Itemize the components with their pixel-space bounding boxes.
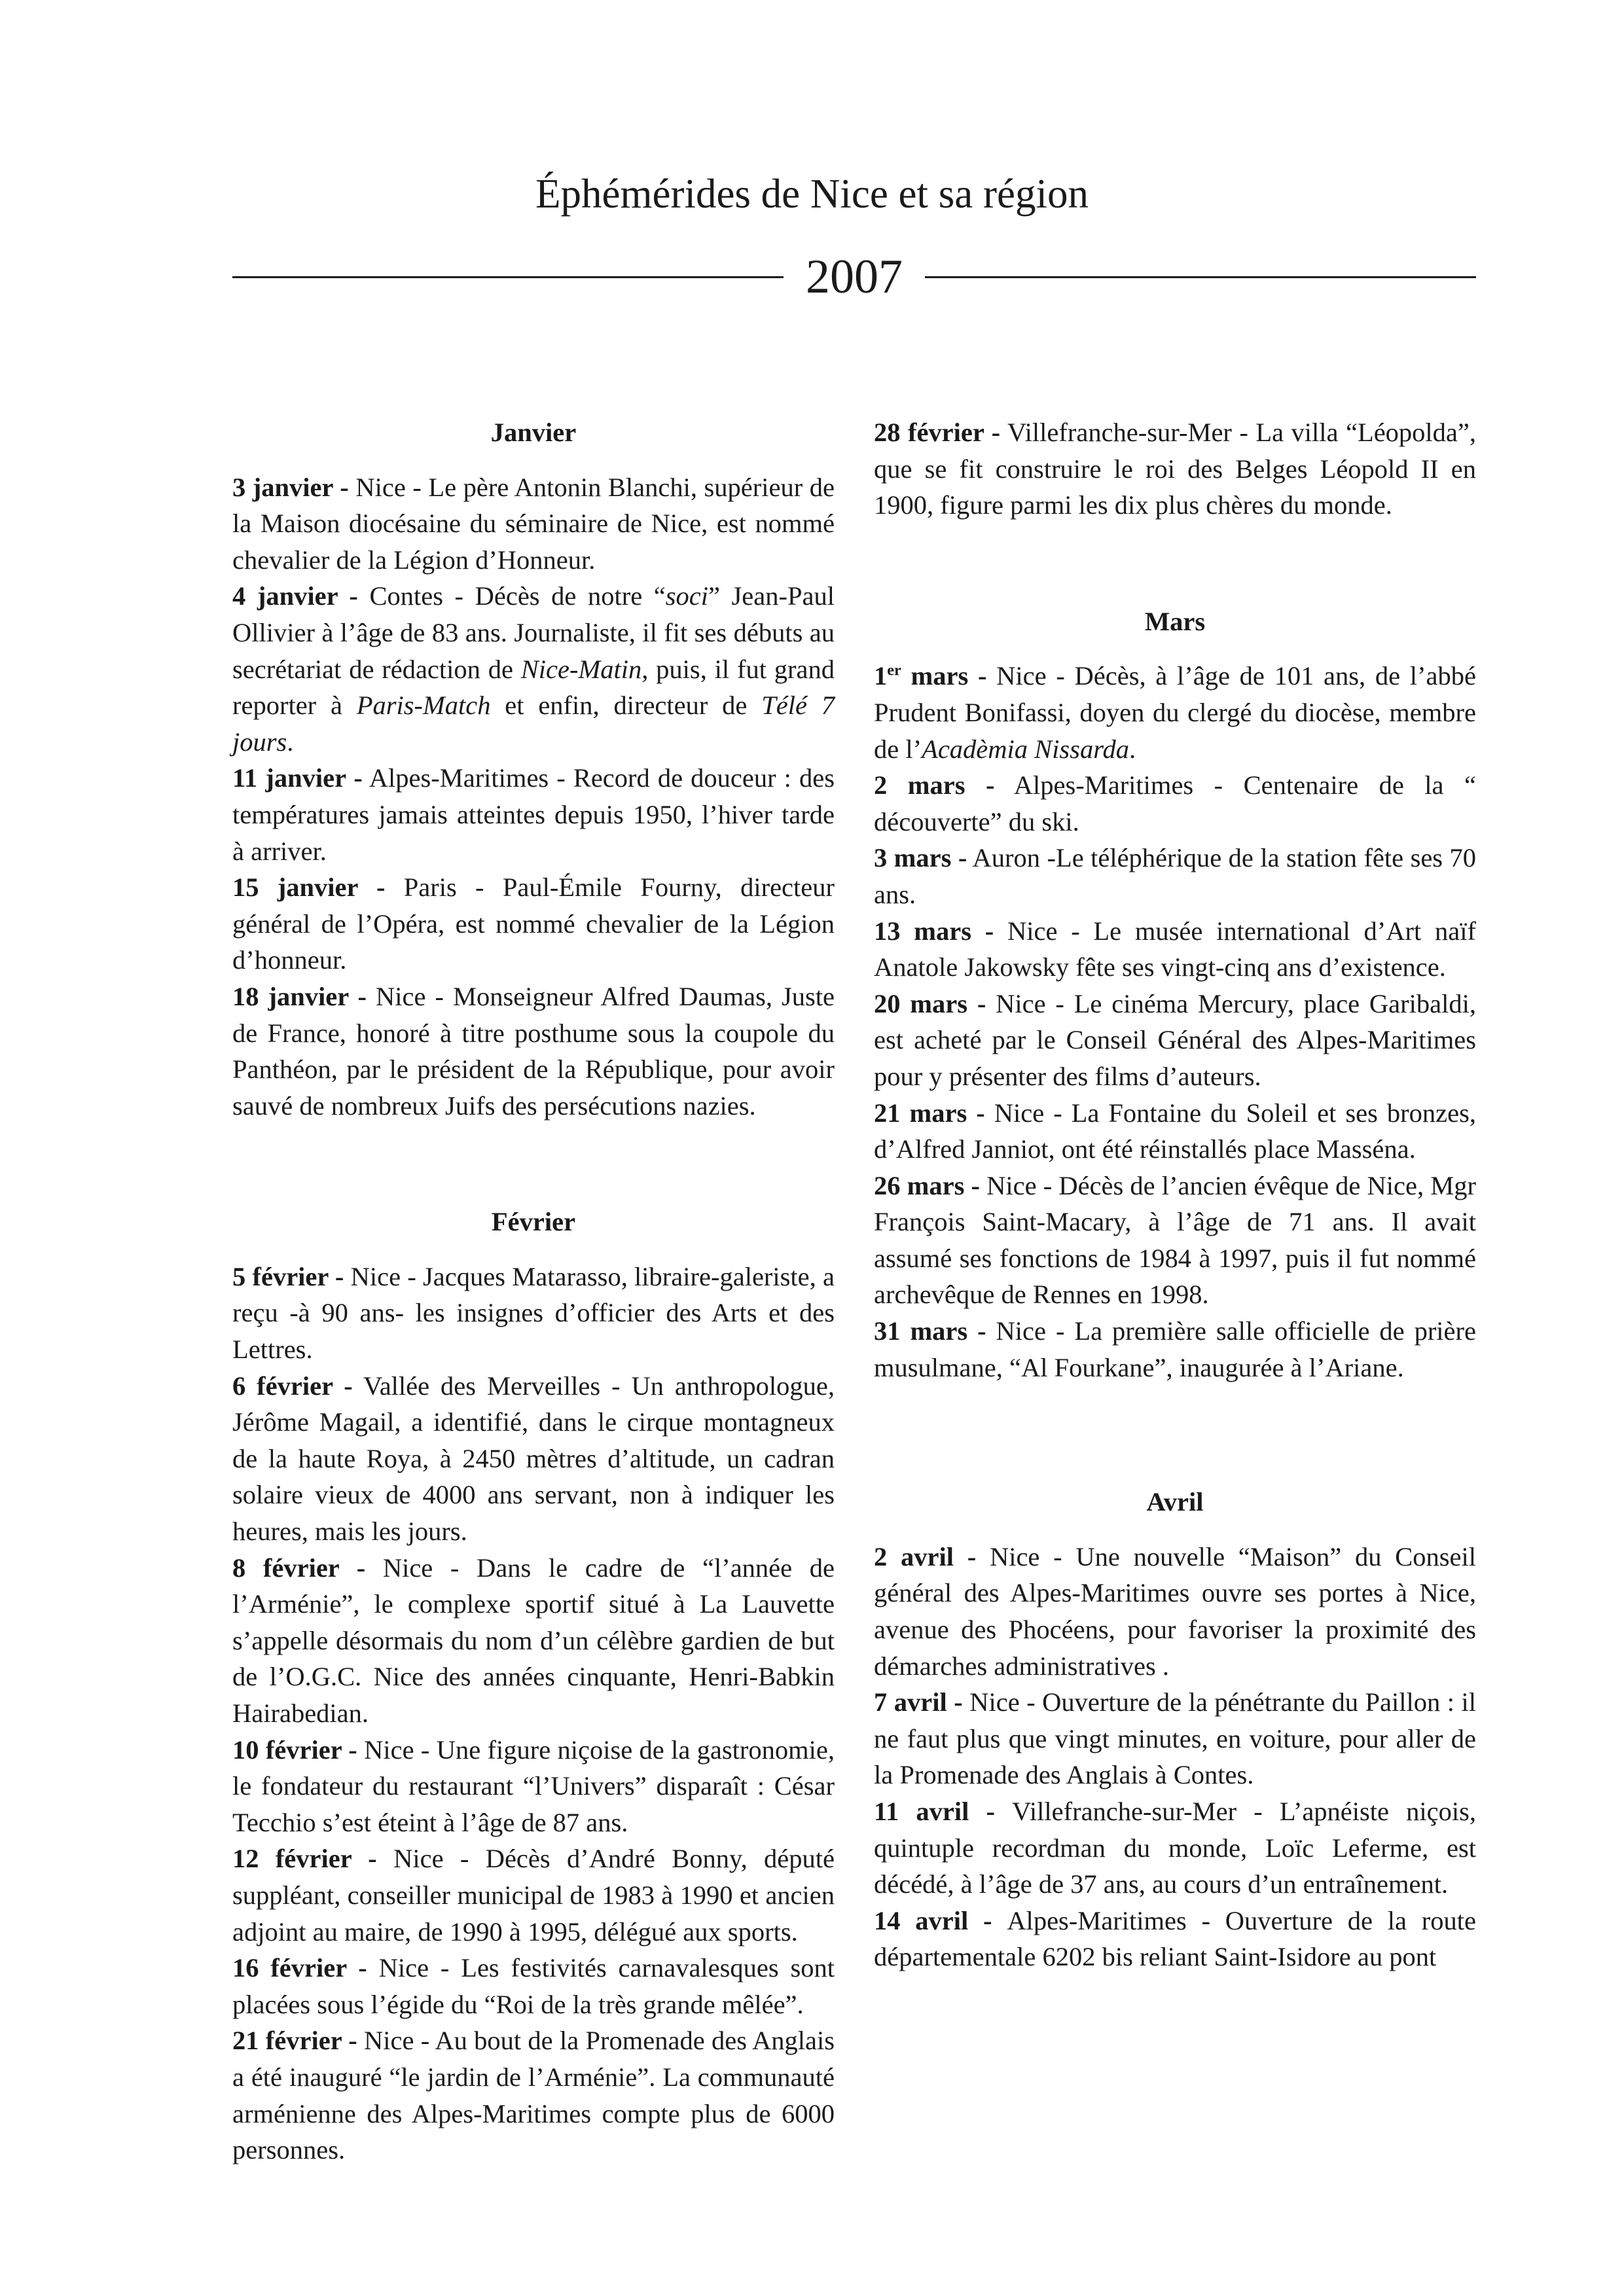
entry-avril-2 [874,1539,1476,1684]
entry-text: Auron -Le téléphérique de la station fête ses 70 ans. [874,843,1477,909]
entry-fevrier-10 [232,1732,835,1841]
entry-text: Nice - Monseigneur Alfred Daumas, Juste de France, honoré à titre posthume sous la coupole du Panthéon, par le président de la République, pour avoir sauvé de nombreux Juifs des persécutions nazies. [232,981,835,1121]
entry-text: Villefranche-sur-Mer - La villa “Léopolda”, que se fit construire le roi des Belges Léopold II en 1900, figure parmi les dix plus chères du monde. [874,418,1476,520]
entry-fevrier-16 [232,1950,835,2022]
month-heading-janvier: Janvier [490,418,577,447]
month-heading-mars: Mars [1144,606,1206,636]
entry-mars-31 [874,1313,1476,1386]
entry-mars-2 [874,767,1476,840]
entry-text: . [1128,734,1136,764]
entry-date: 20 mars - [874,988,996,1018]
entry-fevrier-8 [232,1550,835,1732]
entry-date: 21 mars - [874,1098,994,1128]
entry-text: Alpes-Maritimes - Centenaire de la “ découverte” du ski. [874,770,1476,836]
entry-avril-11 [874,1793,1476,1903]
date-ordinal: er [887,661,901,679]
entry-text: . [287,726,294,757]
entry-text: Nice - Décès, à l’âge de 101 ans, de l’abbé Prudent Bonifassi, doyen du clergé du diocèse, membre de l’ [874,661,1476,764]
left-column [232,414,835,2168]
entry-date: 3 mars - [874,843,967,873]
entry-text-italic: Acadèmia Nissarda [922,734,1129,764]
entry-date: 18 janvier - [232,981,367,1011]
entry-date: 11 avril - [874,1797,1013,1826]
entry-mars-21 [874,1095,1476,1168]
entry-avril-7 [874,1684,1476,1793]
entry-fevrier-6 [232,1368,835,1550]
entry-text: Nice - La première salle officielle de prière musulmane, “Al Fourkane”, inaugurée à l’Ariane. [874,1316,1476,1382]
entry-text: Paris - Paul-Émile Fourny, directeur général de l’Opéra, est nommé chevalier de la Légion d’honneur. [232,872,835,975]
entry-date: 5 février - [232,1261,344,1291]
entry-text: Nice - Le père Antonin Blanchi, supérieur de la Maison diocésaine du séminaire de Nice, est nommé chevalier de la Légion d’Honneur. [232,472,835,575]
entry-text: Nice - Jacques Matarasso, libraire-galeriste, a reçu -à 90 ans- les insignes d’officier des Arts et des Lettres. [232,1261,835,1365]
entry-mars-26 [874,1168,1476,1313]
entry-date: 13 mars - [874,916,1007,946]
entry-text: Nice - Dans le cadre de “l’année de l’Arménie”, le complexe sportif situé à La Lauvette s’appelle désormais du nom d’un célèbre gardien de but de l’O.G.C. Nice des années cinquante, Henri-Babkin Hairabedian. [232,1552,835,1728]
entry-fevrier-5 [232,1259,835,1368]
date-month: mars - [901,661,987,691]
month-heading-fevrier: Février [491,1207,576,1237]
entry-date: 11 janvier - [232,763,363,793]
entry-text: , puis, il fut grand reporter à [232,654,835,721]
entry-date: 31 mars - [874,1316,996,1346]
entry-text: Villefranche-sur-Mer - L’apnéiste niçois, quintuple recordman du monde, Loïc Leferme, est décédé, à l’âge de 37 ans, au cours d’un entraînement. [874,1797,1476,1899]
entry-mars-1 [874,658,1476,767]
entry-avril-14 [874,1903,1476,1975]
entry-text: Nice - Une nouvelle “Maison” du Conseil général des Alpes-Maritimes ouvre ses portes à Nice, avenue des Phocéens, pour favoriser la proximité des démarches administratives . [874,1541,1476,1681]
entry-date: 21 février - [232,2026,357,2056]
entry-date: 10 février - [232,1734,357,1765]
entry-text: Nice - Décès d’André Bonny, député suppléant, conseiller municipal de 1983 à 1990 et ancien adjoint au maire, de 1990 à 1995, délégué aux sports. [232,1844,835,1946]
entry-date: 14 avril - [874,1905,1007,1935]
entry-text: Nice - La Fontaine du Soleil et ses bronzes, d’Alfred Janniot, ont été réinstallés place Masséna. [874,1098,1476,1164]
entry-janvier-3 [232,469,835,579]
entry-date: 4 janvier - [232,581,358,611]
entry-text: Nice - Le musée international d’Art naïf Anatole Jakowsky fête ses vingt-cinq ans d’existence. [874,916,1476,982]
entry-janvier-4 [232,578,835,760]
page-title: Éphémérides de Nice et sa région [535,171,1089,217]
entry-text: Nice - Ouverture de la pénétrante du Paillon : il ne faut plus que vingt minutes, en voiture, pour aller de la Promenade des Anglais à Contes. [874,1687,1476,1790]
entry-date: 7 avril - [874,1687,970,1717]
entry-text: Nice - Décès de l’ancien évêque de Nice, Mgr François Saint-Macary, à l’âge de 71 ans. Il avait assumé ses fonctions de 1984 à 1997, puis il fut nommé archevêque de Rennes en 1998. [874,1170,1477,1310]
entry-janvier-18 [232,978,835,1124]
entry-janvier-15 [232,869,835,978]
entry-fevrier-21 [232,2022,835,2168]
entry-date: 3 janvier - [232,472,349,502]
entry-date: 6 février - [232,1371,353,1401]
entry-text: Nice - Au bout de la Promenade des Anglais a été inauguré “le jardin de l’Arménie”. La communauté arménienne des Alpes-Maritimes compte plus de 6000 personnes. [232,2026,835,2165]
year-label: 2007 [806,250,903,304]
entry-date: 12 février - [232,1844,377,1874]
entry-text: Nice - Une figure niçoise de la gastronomie, le fondateur du restaurant “l’Univers” disparaît : César Tecchio s’est éteint à l’âge de 87 ans. [232,1734,835,1837]
entry-text-italic: Paris-Match [356,691,491,721]
entry-mars-3 [874,840,1476,912]
entry-date: 8 février - [232,1552,366,1583]
entry-fevrier-12 [232,1840,835,1950]
entry-mars-20 [874,986,1476,1095]
entry-date: 16 février - [232,1953,367,1983]
left-rule [232,276,784,278]
entry-text-italic: Télé 7 jours [232,691,835,757]
entry-text: Vallée des Merveilles - Un anthropologue, Jérôme Magail, a identifié, dans le cirque montagneux de la haute Roya, à 2450 mètres d’altitude, un cadran solaire vieux de 4000 ans servant, non à indiquer les heures, mais les jours. [232,1371,835,1547]
entry-text: Nice - Le cinéma Mercury, place Garibaldi, est acheté par le Conseil Général des Alpes-Maritimes pour y présenter des films d’auteurs. [874,988,1476,1091]
entry-mars-13 [874,913,1476,986]
entry-text: Contes - Décès de notre “ [357,581,666,611]
entry-date [874,661,986,691]
entry-text: Nice - Les festivités carnavalesques sont placées sous l’égide du “Roi de la très grande mêlée”. [232,1953,835,2019]
entry-text: et enfin, directeur de [490,691,762,721]
entry-fevrier-28 [874,414,1476,524]
entry-date: 15 janvier - [232,872,386,903]
entry-text: ” Jean-Paul Ollivier à l’âge de 83 ans. Journaliste, il fit ses débuts au secrétariat de rédaction de [232,581,835,684]
entry-janvier-11 [232,760,835,869]
entry-text-italic: soci [665,581,708,611]
entry-text-italic: Nice-Matin [520,654,642,684]
year-heading [232,247,1476,306]
date-number: 1 [874,661,888,691]
entry-date: 26 mars - [874,1170,987,1200]
entry-date: 28 février - [874,418,1001,447]
month-heading-avril: Avril [1146,1487,1204,1517]
entry-text: Alpes-Maritimes - Record de douceur : des températures jamais atteintes depuis 1950, l’hiver tarde à arriver. [232,763,835,866]
entry-date: 2 avril - [874,1541,990,1571]
right-rule [925,276,1476,278]
entry-text: Alpes-Maritimes - Ouverture de la route départementale 6202 bis reliant Saint-Isidore au pont [874,1905,1476,1972]
right-column [874,414,1476,1975]
entry-date: 2 mars - [874,770,995,800]
